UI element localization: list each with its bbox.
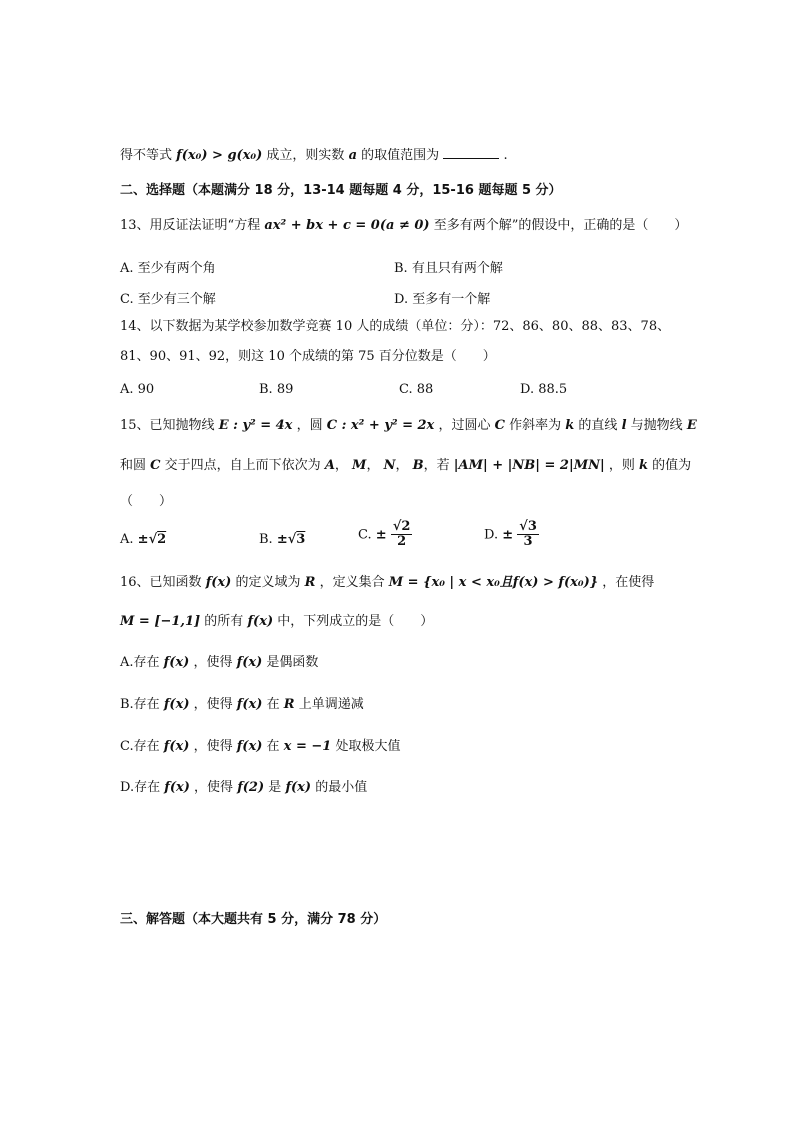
q15-point-n: N bbox=[383, 458, 396, 473]
q12-text-mid: 成立，则实数 bbox=[266, 148, 345, 163]
q15-a-label: A. bbox=[120, 532, 134, 547]
q14-option-c: C. 88 bbox=[399, 382, 434, 397]
q15-d-fraction bbox=[517, 520, 539, 550]
q15-c-sign: ± bbox=[375, 527, 387, 543]
q13-option-a: A. 至少有两个角 bbox=[120, 261, 216, 276]
q16-domain-r: R bbox=[304, 575, 316, 590]
q16-l2-text-b: 中，下列成立的是（ ） bbox=[277, 614, 434, 629]
q15-l2-text-a: 和圆 bbox=[120, 458, 147, 473]
q16-stem-line2 bbox=[120, 614, 433, 630]
q13-option-d: D. 至多有一个解 bbox=[394, 292, 491, 307]
q15-point-a: A bbox=[324, 458, 335, 473]
q15-option-d bbox=[484, 520, 539, 550]
q16-option-b bbox=[120, 697, 364, 713]
q13-text-pre: 13、用反证法证明“方程 bbox=[120, 218, 261, 233]
q16-d-text-c: 是 bbox=[268, 780, 282, 795]
q15-text-2: ，圆 bbox=[296, 418, 323, 433]
q15-text-5: 的直线 bbox=[578, 418, 618, 433]
q13-text-post: 至多有两个解”的假设中，正确的是（ ） bbox=[433, 218, 688, 233]
q13-option-b: B. 有且只有两个解 bbox=[394, 261, 503, 276]
q15-b-value: ±√3 bbox=[276, 532, 306, 547]
q15-condition: |AM| + |NB| = 2|MN| bbox=[453, 458, 605, 473]
q13-option-c: C. 至少有三个解 bbox=[120, 292, 216, 307]
q15-l2-var-c: C bbox=[150, 458, 161, 473]
q16-c-text-d: 处取极大值 bbox=[335, 739, 401, 754]
answer-blank[interactable] bbox=[443, 146, 499, 159]
q16-a-text-a: A.存在 bbox=[120, 655, 160, 670]
q16-c-text-c: 在 bbox=[266, 739, 280, 754]
q15-l2-text-e: ，则 bbox=[608, 458, 635, 473]
q16-option-c bbox=[120, 739, 400, 755]
q15-c-fraction bbox=[391, 520, 413, 550]
q16-d-text-a: D.存在 bbox=[120, 780, 161, 795]
q12-period: . bbox=[503, 148, 508, 163]
q16-text-3: ，定义集合 bbox=[319, 575, 385, 590]
q15-d-numerator: √3 bbox=[519, 519, 537, 534]
section-2-heading: 二、选择题（本题满分 18 分，13-14 题每题 4 分，15-16 题每题 5 分） bbox=[120, 183, 562, 198]
q16-d-text-b: ，使得 bbox=[194, 780, 234, 795]
q16-c-func: f(x) bbox=[163, 739, 190, 754]
q14-stem-line2: 81、90、91、92，则这 10 个成绩的第 75 百分位数是（ ） bbox=[120, 349, 496, 364]
q15-text-1: 15、已知抛物线 bbox=[120, 418, 215, 433]
q15-c-denominator: 2 bbox=[397, 534, 407, 550]
q16-b-func: f(x) bbox=[163, 697, 190, 712]
q14-option-b: B. 89 bbox=[259, 382, 294, 397]
q15-l2-var-k: k bbox=[639, 458, 649, 473]
q16-b-func-2: f(x) bbox=[236, 697, 263, 712]
q12-continuation bbox=[120, 146, 508, 164]
q16-b-domain-r: R bbox=[283, 697, 295, 712]
q12-variable-a: a bbox=[348, 148, 358, 163]
q15-c-label: C. bbox=[358, 527, 372, 543]
q15-option-a bbox=[120, 532, 166, 547]
q16-c-text-b: ，使得 bbox=[193, 739, 233, 754]
q16-l2-text-a: 的所有 bbox=[204, 614, 244, 629]
q16-l2-function: f(x) bbox=[247, 614, 274, 629]
q16-d-text-d: 的最小值 bbox=[315, 780, 368, 795]
q15-text-6: 与抛物线 bbox=[630, 418, 683, 433]
q15-d-sign: ± bbox=[502, 527, 514, 543]
q15-b-sign: ± bbox=[276, 532, 288, 547]
q13-stem bbox=[120, 218, 687, 234]
q15-l2-text-d: ，若 bbox=[423, 458, 450, 473]
q15-option-b bbox=[259, 532, 305, 547]
q15-point-m: M bbox=[352, 458, 367, 473]
q15-var-k: k bbox=[565, 418, 575, 433]
q15-text-3: ，过圆心 bbox=[438, 418, 491, 433]
q16-d-func-2: f(2) bbox=[237, 780, 265, 795]
q15-option-c bbox=[358, 520, 412, 550]
q16-function: f(x) bbox=[205, 575, 232, 590]
q16-a-func-2: f(x) bbox=[236, 655, 263, 670]
q15-a-value: ±√2 bbox=[137, 532, 167, 547]
q14-option-d: D. 88.5 bbox=[520, 382, 568, 397]
q16-c-point: x = −1 bbox=[283, 739, 332, 754]
q16-b-text-b: ，使得 bbox=[193, 697, 233, 712]
q15-b-radicand: 3 bbox=[296, 532, 306, 547]
q12-inequality: f(x₀) > g(x₀) bbox=[176, 148, 263, 163]
q15-point-b: B bbox=[412, 458, 424, 473]
q15-l2-text-b: 交于四点，自上而下依次为 bbox=[164, 458, 321, 473]
q15-answer-paren: （ ） bbox=[120, 494, 173, 509]
q15-l2-text-g: 的值为 bbox=[652, 458, 692, 473]
q16-b-text-a: B.存在 bbox=[120, 697, 160, 712]
q16-d-func: f(x) bbox=[164, 780, 190, 795]
q15-d-radicand: 3 bbox=[527, 519, 537, 534]
q16-a-text-b: ，使得 bbox=[193, 655, 233, 670]
q15-stem-line1 bbox=[120, 418, 697, 434]
q16-b-text-d: 上单调递减 bbox=[298, 697, 364, 712]
q16-set-definition: M = {x₀ | x < x₀且f(x) > f(x₀)} bbox=[388, 575, 599, 590]
q16-d-func-3: f(x) bbox=[285, 780, 312, 795]
q12-text-prefix: 得不等式 bbox=[120, 148, 173, 163]
q16-set-value: M = [−1,1] bbox=[120, 614, 201, 629]
q16-b-text-c: 在 bbox=[266, 697, 280, 712]
q12-text-suffix: 的取值范围为 bbox=[361, 148, 440, 163]
q16-text-2: 的定义域为 bbox=[235, 575, 301, 590]
q15-stem-line2: 和圆 C 交于四点，自上而下依次为 A， M， N， B，若 |AM| + |NB| = 2|MN| ，则 k 的值为 bbox=[120, 458, 692, 473]
q15-b-label: B. bbox=[259, 532, 273, 547]
q15-d-denominator: 3 bbox=[523, 534, 533, 550]
q15-text-4: 作斜率为 bbox=[509, 418, 562, 433]
q15-var-e: E bbox=[686, 418, 697, 433]
q16-c-func-2: f(x) bbox=[236, 739, 263, 754]
q15-parabola-equation: E : y² = 4x bbox=[218, 418, 293, 433]
q15-var-c: C bbox=[494, 418, 505, 433]
q15-var-l: l bbox=[621, 418, 627, 433]
section-3-heading: 三、解答题（本大题共有 5 分，满分 78 分） bbox=[120, 912, 387, 927]
q16-text-4: ，在使得 bbox=[602, 575, 655, 590]
q16-option-a bbox=[120, 655, 318, 671]
q16-a-func: f(x) bbox=[163, 655, 190, 670]
q14-option-a: A. 90 bbox=[120, 382, 155, 397]
q16-option-d bbox=[120, 780, 367, 796]
q15-c-numerator: √2 bbox=[392, 519, 411, 534]
q15-a-sign: ± bbox=[137, 532, 149, 547]
q15-c-radicand: 2 bbox=[401, 519, 411, 534]
q13-equation: ax² + bx + c = 0(a ≠ 0) bbox=[264, 218, 430, 233]
q14-stem-line1: 14、以下数据为某学校参加数学竞赛 10 人的成绩（单位：分）：72、86、80、88、83、78、 bbox=[120, 319, 671, 334]
q16-text-1: 16、已知函数 bbox=[120, 575, 202, 590]
q15-circle-equation: C : x² + y² = 2x bbox=[326, 418, 435, 433]
q15-a-radicand: 2 bbox=[157, 532, 167, 547]
q15-d-label: D. bbox=[484, 527, 499, 543]
q16-c-text-a: C.存在 bbox=[120, 739, 160, 754]
q16-stem-line1 bbox=[120, 575, 654, 591]
q16-a-text-c: 是偶函数 bbox=[266, 655, 319, 670]
